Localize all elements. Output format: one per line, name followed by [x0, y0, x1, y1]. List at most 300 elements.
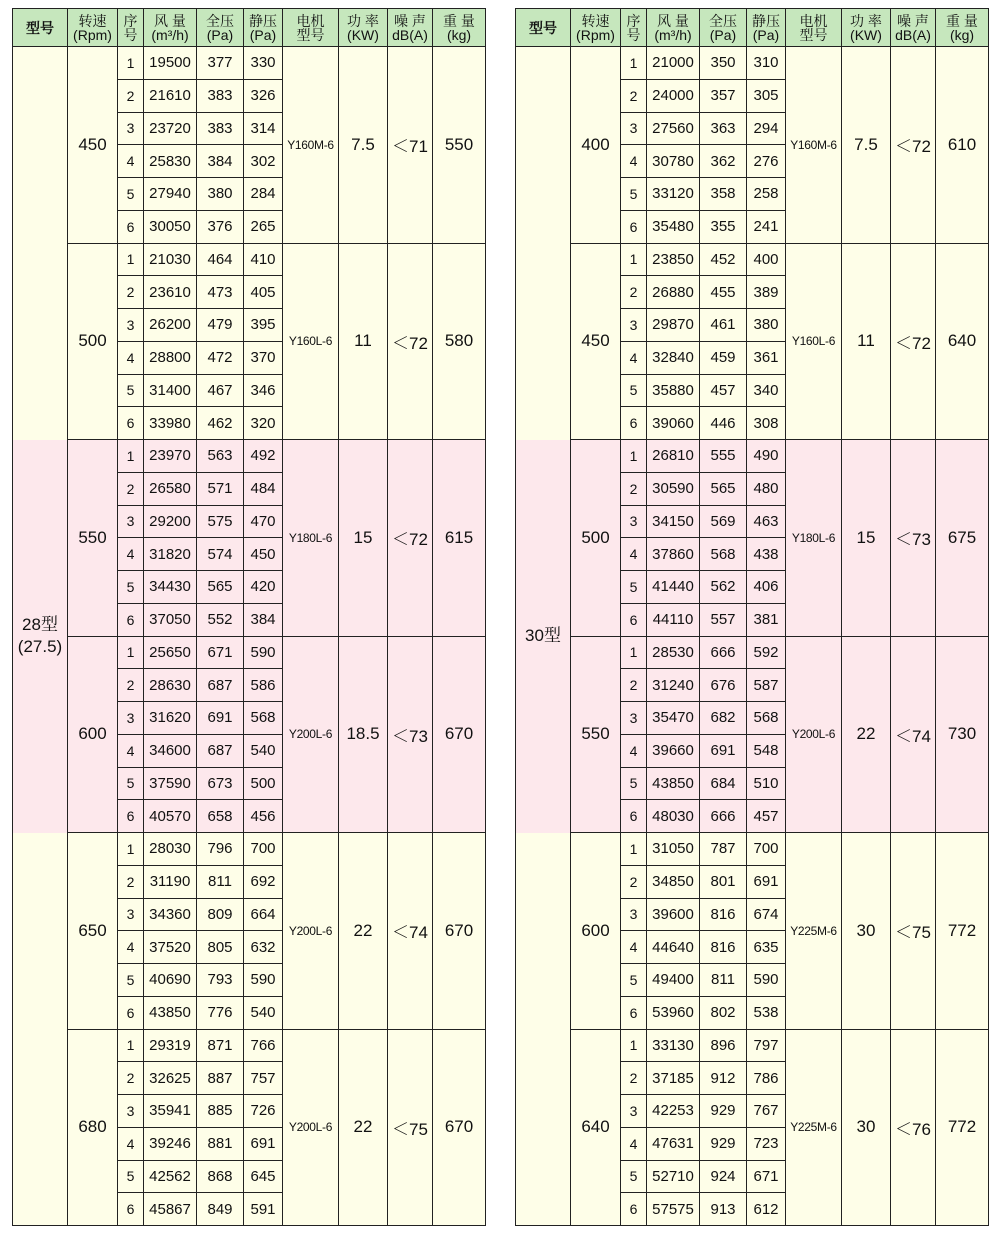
header-speed-line: (Rpm)	[576, 26, 615, 43]
seq-cell: 3	[118, 309, 144, 342]
table-row	[13, 47, 486, 80]
seq-cell: 1	[621, 636, 647, 669]
seq-cell: 2	[621, 472, 647, 505]
power-cell: 7.5	[842, 47, 891, 244]
flow-cell: 49400	[647, 964, 700, 997]
static-pressure-cell: 691	[747, 865, 786, 898]
total-pressure-cell: 816	[700, 898, 747, 931]
total-pressure-cell: 673	[197, 767, 244, 800]
seq-cell: 3	[621, 505, 647, 538]
weight-cell: 675	[936, 440, 989, 637]
motor-cell: Y225M-6	[786, 833, 842, 1030]
static-pressure-cell: 456	[244, 800, 283, 833]
flow-cell: 23970	[144, 440, 197, 473]
weight-cell: 670	[433, 833, 486, 1030]
table-row	[516, 440, 989, 473]
total-pressure-cell: 666	[700, 636, 747, 669]
seq-cell: 2	[118, 669, 144, 702]
total-pressure-cell: 384	[197, 145, 244, 178]
flow-cell: 32625	[144, 1062, 197, 1095]
total-pressure-cell: 571	[197, 472, 244, 505]
table-row	[13, 1029, 486, 1062]
static-pressure-cell: 284	[244, 178, 283, 211]
motor-cell: Y225M-6	[786, 1029, 842, 1226]
noise-cell: ＜73	[891, 440, 936, 637]
seq-cell: 5	[621, 571, 647, 604]
header-motor	[786, 9, 842, 47]
total-pressure-cell: 479	[197, 309, 244, 342]
flow-cell: 23610	[144, 276, 197, 309]
header-static-pressure	[244, 9, 283, 47]
noise-cell: ＜71	[388, 47, 433, 244]
seq-cell: 2	[621, 1062, 647, 1095]
flow-cell: 33120	[647, 178, 700, 211]
header-noise	[388, 9, 433, 47]
header-power-line: 功 率	[347, 12, 379, 29]
seq-cell: 6	[118, 996, 144, 1029]
seq-cell: 4	[118, 931, 144, 964]
seq-cell: 3	[118, 505, 144, 538]
fan-table-28	[12, 8, 486, 1226]
total-pressure-cell: 565	[197, 571, 244, 604]
total-pressure-cell: 574	[197, 538, 244, 571]
flow-cell: 21610	[144, 79, 197, 112]
total-pressure-cell: 562	[700, 571, 747, 604]
weight-cell: 772	[936, 1029, 989, 1226]
seq-cell: 4	[621, 734, 647, 767]
total-pressure-cell: 811	[197, 865, 244, 898]
total-pressure-cell: 355	[700, 210, 747, 243]
static-pressure-cell: 384	[244, 603, 283, 636]
flow-cell: 33980	[144, 407, 197, 440]
seq-cell: 4	[621, 145, 647, 178]
static-pressure-cell: 406	[747, 571, 786, 604]
total-pressure-cell: 805	[197, 931, 244, 964]
flow-cell: 21030	[144, 243, 197, 276]
table-row	[13, 833, 486, 866]
seq-cell: 2	[621, 79, 647, 112]
flow-cell: 34600	[144, 734, 197, 767]
speed-cell: 600	[571, 833, 621, 1030]
motor-cell: Y160L-6	[283, 243, 339, 440]
static-pressure-cell: 330	[244, 47, 283, 80]
total-pressure-cell: 691	[197, 702, 244, 735]
static-pressure-cell: 314	[244, 112, 283, 145]
static-pressure-cell: 484	[244, 472, 283, 505]
seq-cell: 6	[118, 407, 144, 440]
total-pressure-cell: 363	[700, 112, 747, 145]
weight-cell: 580	[433, 243, 486, 440]
header-power-line: 功 率	[850, 12, 882, 29]
motor-cell: Y180L-6	[786, 440, 842, 637]
flow-cell: 37185	[647, 1062, 700, 1095]
static-pressure-cell: 664	[244, 898, 283, 931]
total-pressure-cell: 455	[700, 276, 747, 309]
header-seq-line: 号	[123, 26, 138, 43]
seq-cell: 2	[621, 276, 647, 309]
total-pressure-cell: 569	[700, 505, 747, 538]
power-cell: 22	[339, 833, 388, 1030]
header-seq	[118, 9, 144, 47]
total-pressure-cell: 871	[197, 1029, 244, 1062]
static-pressure-cell: 389	[747, 276, 786, 309]
flow-cell: 30780	[647, 145, 700, 178]
flow-cell: 39600	[647, 898, 700, 931]
flow-cell: 30050	[144, 210, 197, 243]
seq-cell: 6	[118, 603, 144, 636]
seq-cell: 4	[621, 341, 647, 374]
total-pressure-cell: 691	[700, 734, 747, 767]
motor-cell: Y180L-6	[283, 440, 339, 637]
static-pressure-cell: 400	[747, 243, 786, 276]
table-row	[516, 1029, 989, 1062]
total-pressure-cell: 452	[700, 243, 747, 276]
flow-cell: 35470	[647, 702, 700, 735]
total-pressure-cell: 885	[197, 1095, 244, 1128]
total-pressure-cell: 671	[197, 636, 244, 669]
speed-cell: 550	[571, 636, 621, 833]
flow-cell: 44110	[647, 603, 700, 636]
flow-cell: 40690	[144, 964, 197, 997]
total-pressure-cell: 473	[197, 276, 244, 309]
static-pressure-cell: 700	[747, 833, 786, 866]
static-pressure-cell: 540	[244, 996, 283, 1029]
seq-cell: 5	[621, 767, 647, 800]
seq-cell: 5	[118, 374, 144, 407]
seq-cell: 6	[621, 603, 647, 636]
static-pressure-cell: 767	[747, 1095, 786, 1128]
header-static-pressure-line: 静压	[249, 12, 277, 29]
seq-cell: 3	[118, 702, 144, 735]
flow-cell: 39246	[144, 1127, 197, 1160]
seq-cell: 3	[118, 898, 144, 931]
total-pressure-cell: 575	[197, 505, 244, 538]
static-pressure-cell: 538	[747, 996, 786, 1029]
flow-cell: 19500	[144, 47, 197, 80]
static-pressure-cell: 540	[244, 734, 283, 767]
header-weight-line: (kg)	[446, 26, 472, 43]
header-power	[842, 9, 891, 47]
seq-cell: 3	[118, 112, 144, 145]
total-pressure-cell: 849	[197, 1193, 244, 1226]
static-pressure-cell: 320	[244, 407, 283, 440]
seq-cell: 2	[621, 669, 647, 702]
flow-cell: 21000	[647, 47, 700, 80]
static-pressure-cell: 692	[244, 865, 283, 898]
seq-cell: 2	[118, 472, 144, 505]
total-pressure-cell: 380	[197, 178, 244, 211]
flow-cell: 29870	[647, 309, 700, 342]
header-static-pressure	[747, 9, 786, 47]
motor-cell: Y160M-6	[283, 47, 339, 244]
static-pressure-cell: 361	[747, 341, 786, 374]
header-power	[339, 9, 388, 47]
total-pressure-cell: 912	[700, 1062, 747, 1095]
static-pressure-cell: 568	[244, 702, 283, 735]
table-row	[516, 636, 989, 669]
table-row	[13, 636, 486, 669]
header-row	[516, 9, 989, 47]
header-speed	[571, 9, 621, 47]
power-cell: 30	[842, 833, 891, 1030]
model-name: 30型	[525, 626, 561, 645]
header-seq-line: 号	[626, 26, 641, 43]
total-pressure-cell: 924	[700, 1160, 747, 1193]
flow-cell: 37860	[647, 538, 700, 571]
header-total-pressure	[197, 9, 244, 47]
seq-cell: 4	[118, 1127, 144, 1160]
flow-cell: 39660	[647, 734, 700, 767]
weight-cell: 670	[433, 1029, 486, 1226]
total-pressure-cell: 682	[700, 702, 747, 735]
header-weight	[936, 9, 989, 47]
total-pressure-cell: 687	[197, 734, 244, 767]
static-pressure-cell: 591	[244, 1193, 283, 1226]
static-pressure-cell: 480	[747, 472, 786, 505]
flow-cell: 27940	[144, 178, 197, 211]
static-pressure-cell: 500	[244, 767, 283, 800]
static-pressure-cell: 674	[747, 898, 786, 931]
static-pressure-cell: 766	[244, 1029, 283, 1062]
static-pressure-cell: 590	[244, 964, 283, 997]
seq-cell: 3	[621, 112, 647, 145]
static-pressure-cell: 490	[747, 440, 786, 473]
total-pressure-cell: 376	[197, 210, 244, 243]
seq-cell: 2	[118, 79, 144, 112]
motor-cell: Y160M-6	[786, 47, 842, 244]
header-total-pressure-line: 全压	[206, 12, 234, 29]
motor-cell: Y160L-6	[786, 243, 842, 440]
flow-cell: 31400	[144, 374, 197, 407]
flow-cell: 30590	[647, 472, 700, 505]
model-name: 28型	[22, 615, 58, 634]
header-model-line: 型号	[529, 19, 557, 36]
seq-cell: 3	[118, 1095, 144, 1128]
seq-cell: 5	[118, 1160, 144, 1193]
total-pressure-cell: 881	[197, 1127, 244, 1160]
seq-cell: 2	[621, 865, 647, 898]
static-pressure-cell: 757	[244, 1062, 283, 1095]
header-power-line: (KW)	[347, 26, 379, 43]
noise-cell: ＜75	[388, 1029, 433, 1226]
model-cell	[516, 47, 571, 1226]
total-pressure-cell: 793	[197, 964, 244, 997]
static-pressure-cell: 450	[244, 538, 283, 571]
static-pressure-cell: 346	[244, 374, 283, 407]
header-noise-line: dB(A)	[895, 26, 931, 43]
total-pressure-cell: 896	[700, 1029, 747, 1062]
motor-cell: Y200L-6	[283, 1029, 339, 1226]
flow-cell: 42253	[647, 1095, 700, 1128]
seq-cell: 1	[118, 47, 144, 80]
total-pressure-cell: 796	[197, 833, 244, 866]
header-flow-line: 风 量	[657, 12, 689, 29]
flow-cell: 28030	[144, 833, 197, 866]
flow-cell: 34360	[144, 898, 197, 931]
static-pressure-cell: 632	[244, 931, 283, 964]
total-pressure-cell: 887	[197, 1062, 244, 1095]
header-weight	[433, 9, 486, 47]
total-pressure-cell: 383	[197, 112, 244, 145]
power-cell: 11	[339, 243, 388, 440]
flow-cell: 37520	[144, 931, 197, 964]
header-flow	[647, 9, 700, 47]
noise-cell: ＜74	[891, 636, 936, 833]
static-pressure-cell: 592	[747, 636, 786, 669]
seq-cell: 5	[621, 374, 647, 407]
flow-cell: 25830	[144, 145, 197, 178]
flow-cell: 28800	[144, 341, 197, 374]
power-cell: 15	[842, 440, 891, 637]
flow-cell: 33130	[647, 1029, 700, 1062]
flow-cell: 37050	[144, 603, 197, 636]
flow-cell: 47631	[647, 1127, 700, 1160]
header-seq-line: 序	[123, 12, 138, 29]
static-pressure-cell: 405	[244, 276, 283, 309]
power-cell: 18.5	[339, 636, 388, 833]
noise-cell: ＜73	[388, 636, 433, 833]
seq-cell: 5	[621, 178, 647, 211]
seq-cell: 6	[118, 210, 144, 243]
total-pressure-cell: 816	[700, 931, 747, 964]
total-pressure-cell: 362	[700, 145, 747, 178]
header-static-pressure-line: (Pa)	[249, 26, 277, 43]
static-pressure-cell: 258	[747, 178, 786, 211]
seq-cell: 1	[118, 1029, 144, 1062]
seq-cell: 6	[621, 1193, 647, 1226]
power-cell: 22	[842, 636, 891, 833]
noise-cell: ＜76	[891, 1029, 936, 1226]
weight-cell: 772	[936, 833, 989, 1030]
static-pressure-cell: 723	[747, 1127, 786, 1160]
noise-cell: ＜72	[891, 243, 936, 440]
seq-cell: 4	[118, 145, 144, 178]
weight-cell: 550	[433, 47, 486, 244]
motor-cell: Y200L-6	[283, 636, 339, 833]
header-speed-line: (Rpm)	[73, 26, 112, 43]
header-static-pressure-line: (Pa)	[752, 26, 780, 43]
total-pressure-cell: 377	[197, 47, 244, 80]
header-static-pressure-line: 静压	[752, 12, 780, 29]
flow-cell: 28630	[144, 669, 197, 702]
header-flow	[144, 9, 197, 47]
total-pressure-cell: 913	[700, 1193, 747, 1226]
noise-cell: ＜72	[388, 440, 433, 637]
weight-cell: 730	[936, 636, 989, 833]
power-cell: 11	[842, 243, 891, 440]
static-pressure-cell: 276	[747, 145, 786, 178]
flow-cell: 34150	[647, 505, 700, 538]
weight-cell: 670	[433, 636, 486, 833]
seq-cell: 2	[118, 865, 144, 898]
seq-cell: 4	[621, 1127, 647, 1160]
static-pressure-cell: 548	[747, 734, 786, 767]
total-pressure-cell: 350	[700, 47, 747, 80]
seq-cell: 5	[118, 178, 144, 211]
static-pressure-cell: 587	[747, 669, 786, 702]
speed-cell: 450	[68, 47, 118, 244]
static-pressure-cell: 370	[244, 341, 283, 374]
seq-cell: 1	[118, 243, 144, 276]
static-pressure-cell: 305	[747, 79, 786, 112]
header-total-pressure-line: 全压	[709, 12, 737, 29]
total-pressure-cell: 557	[700, 603, 747, 636]
seq-cell: 1	[621, 243, 647, 276]
static-pressure-cell: 492	[244, 440, 283, 473]
header-weight-line: (kg)	[949, 26, 975, 43]
total-pressure-cell: 868	[197, 1160, 244, 1193]
motor-cell: Y200L-6	[786, 636, 842, 833]
flow-cell: 43850	[647, 767, 700, 800]
total-pressure-cell: 357	[700, 79, 747, 112]
fan-table-30	[515, 8, 989, 1226]
flow-cell: 35941	[144, 1095, 197, 1128]
static-pressure-cell: 265	[244, 210, 283, 243]
total-pressure-cell: 464	[197, 243, 244, 276]
total-pressure-cell: 552	[197, 603, 244, 636]
noise-cell: ＜74	[388, 833, 433, 1030]
flow-cell: 31190	[144, 865, 197, 898]
flow-cell: 31050	[647, 833, 700, 866]
static-pressure-cell: 691	[244, 1127, 283, 1160]
speed-cell: 450	[571, 243, 621, 440]
static-pressure-cell: 294	[747, 112, 786, 145]
total-pressure-cell: 358	[700, 178, 747, 211]
flow-cell: 25650	[144, 636, 197, 669]
total-pressure-cell: 472	[197, 341, 244, 374]
header-noise	[891, 9, 936, 47]
noise-cell: ＜72	[388, 243, 433, 440]
static-pressure-cell: 590	[747, 964, 786, 997]
table-row	[516, 833, 989, 866]
seq-cell: 5	[118, 571, 144, 604]
header-noise-line: 噪 声	[897, 12, 929, 29]
seq-cell: 3	[621, 309, 647, 342]
power-cell: 7.5	[339, 47, 388, 244]
header-flow-line: (m³/h)	[654, 26, 692, 43]
flow-cell: 26580	[144, 472, 197, 505]
seq-cell: 6	[621, 800, 647, 833]
seq-cell: 6	[621, 407, 647, 440]
total-pressure-cell: 462	[197, 407, 244, 440]
static-pressure-cell: 700	[244, 833, 283, 866]
weight-cell: 610	[936, 47, 989, 244]
seq-cell: 6	[621, 210, 647, 243]
power-cell: 30	[842, 1029, 891, 1226]
static-pressure-cell: 510	[747, 767, 786, 800]
seq-cell: 4	[621, 538, 647, 571]
flow-cell: 31240	[647, 669, 700, 702]
flow-cell: 42562	[144, 1160, 197, 1193]
static-pressure-cell: 568	[747, 702, 786, 735]
flow-cell: 35880	[647, 374, 700, 407]
header-row	[13, 9, 486, 47]
power-cell: 15	[339, 440, 388, 637]
flow-cell: 29200	[144, 505, 197, 538]
total-pressure-cell: 809	[197, 898, 244, 931]
seq-cell: 1	[621, 47, 647, 80]
seq-cell: 2	[118, 276, 144, 309]
static-pressure-cell: 463	[747, 505, 786, 538]
header-motor-line: 电机	[296, 12, 325, 29]
static-pressure-cell: 438	[747, 538, 786, 571]
seq-cell: 1	[621, 833, 647, 866]
seq-cell: 6	[118, 800, 144, 833]
seq-cell: 5	[118, 964, 144, 997]
flow-cell: 26200	[144, 309, 197, 342]
total-pressure-cell: 461	[700, 309, 747, 342]
total-pressure-cell: 446	[700, 407, 747, 440]
